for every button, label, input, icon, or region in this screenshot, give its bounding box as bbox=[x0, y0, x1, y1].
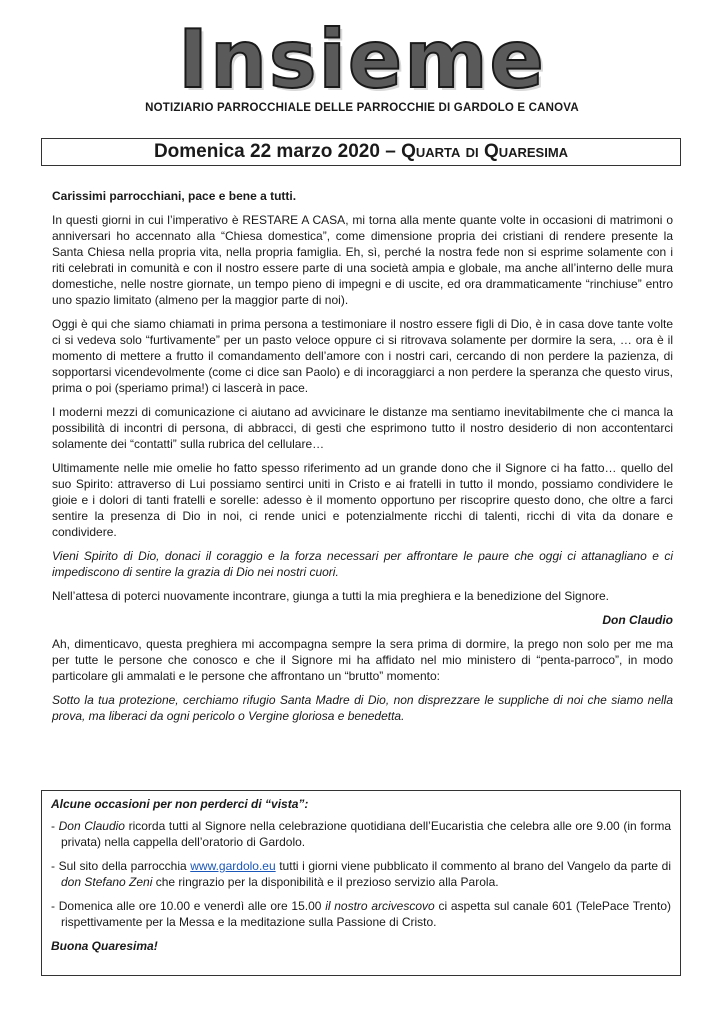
notice-emphasis: il nostro arcivescovo bbox=[325, 899, 435, 913]
prayer-madonna: Sotto la tua protezione, cerchiamo rifugio Santa Madre di Dio, non disprezzare le suppliche di noi che siamo nella prova, ma liberaci da ogni pericolo o Vergine gloriosa e benedetta. bbox=[52, 693, 673, 723]
date-heading: Domenica 22 marzo 2020 bbox=[153, 141, 380, 162]
letter-paragraph: Oggi è qui che siamo chiamati in prima persona a testimoniare il nostro essere figli di Dio, è in casa dove tante volte ci si vedeva solo “furtivamente” per un pasto veloce oppure ci si ritrovava solamente per dormire la sera, … ora è il momento di mettere a frutto il comandamento dell’amore con i nostri cari, cercando di non perdere la pazienza, di sopportarsi vicendevolmente (come ci dice san Paolo) e di incoraggiarci a non perdere la speranza che questo virus, prima o poi (speriamo prima!) ci lascerà in pace. bbox=[52, 317, 673, 395]
notice-emphasis: don Stefano Zeni bbox=[61, 875, 153, 889]
letter-paragraph: Ah, dimenticavo, questa preghiera mi accompagna sempre la sera prima di dormire, la prego non solo per me ma per tutte le persone che conosco e che il Signore mi ha affidato nel mio ministero di “penta-parroco”, in modo particolare gli ammalati e le persone che affrontano un “brutto” momento: bbox=[52, 637, 673, 683]
date-heading-box bbox=[41, 138, 681, 166]
notice-item: - Domenica alle ore 10.00 e venerdì alle ore 15.00 il nostro arcivescovo ci aspetta sul canale 601 (TelePace Trento) rispettivamente per la Messa e la meditazione sulla Passione di Cristo. bbox=[51, 899, 671, 929]
celebration-heading: Quarta di Quaresima bbox=[401, 141, 569, 162]
parish-website-link[interactable]: www.gardolo.eu bbox=[190, 859, 276, 873]
heading-dash: – bbox=[379, 141, 402, 162]
notice-closing: Buona Quaresima! bbox=[51, 939, 158, 953]
letter-greeting: Carissimi parrocchiani, pace e bene a tutti. bbox=[52, 189, 297, 203]
notice-box bbox=[41, 790, 681, 976]
letter-paragraph: Ultimamente nelle mie omelie ho fatto spesso riferimento ad un grande dono che il Signore ci ha fatto… quello del suo Spirito: attraverso di Lui possiamo sentirci uniti in Cristo e ai fratelli in tutto il mondo, possiamo condividere le gioie e i dolori di tanti fratelli e sorelle: adesso è il momento opportuno per riscoprire questo dono, che oltre a farci sentire la presenza di Dio in noi, ci rende unici e potenzialmente ricchi di talenti, ricchi di vita da donare e condividere. bbox=[52, 461, 673, 539]
notice-title: Alcune occasioni per non perderci di “vista”: bbox=[51, 797, 309, 811]
notice-emphasis: Don Claudio bbox=[58, 819, 125, 833]
masthead-title: Insieme bbox=[178, 13, 546, 106]
letter-paragraph: I moderni mezzi di comunicazione ci aiutano ad avvicinare le distanze ma sentiamo inevitabilmente che ci manca la possibilità di incontri di persona, di abbracci, di gesti che esprimono tutto il nostro desiderio di non accontentarci solamente dei “contatti” sulla rubrica del cellulare… bbox=[52, 405, 673, 451]
letter-paragraph: Nell’attesa di poterci nuovamente incontrare, giunga a tutti la mia preghiera e la benedizione del Signore. bbox=[52, 589, 610, 603]
notice-item: - Sul sito della parrocchia www.gardolo.eu tutti i giorni viene pubblicato il commento al brano del Vangelo da parte di don Stefano Zeni che ringrazio per la disponibilità e il prezioso servizio alla Parola. bbox=[51, 859, 671, 889]
letter-body bbox=[52, 188, 673, 732]
letter-paragraph: In questi giorni in cui l’imperativo è RESTARE A CASA, mi torna alla mente quante volte in occasioni di matrimoni o anniversari ho accennato alla “Chiesa domestica”, come dimensione propria dei cristiani di rendere presente la Santa Chiesa nella propria vita, nella propria famiglia. Eh, sì, perché la nostra fede non si esprime solamente con i riti celebrati in comunità e con il nostro essere parte di una società ampia e globale, ma anche all’interno delle mura domestiche, nelle nostre giornate, un tempo pieno di impegni e di uscite, ed ora drammaticamente “rinchiuse” entro uno spazio limitato (almeno per la maggior parte di noi). bbox=[52, 213, 673, 307]
notice-item: - Don Claudio ricorda tutti al Signore nella celebrazione quotidiana dell’Eucaristia che celebra alle ore 9.00 (in forma privata) nella cappella dell’oratorio di Gardolo. bbox=[51, 819, 671, 849]
signature: Don Claudio bbox=[602, 613, 673, 627]
prayer-holy-spirit: Vieni Spirito di Dio, donaci il coraggio e la forza necessari per affrontare le paure che oggi ci attanagliano e ci impediscono di sentire la grazia di Dio nei nostri cuori. bbox=[52, 549, 673, 579]
masthead-subtitle: NOTIZIARIO PARROCCHIALE DELLE PARROCCHIE DI GARDOLO E CANOVA bbox=[145, 102, 579, 114]
